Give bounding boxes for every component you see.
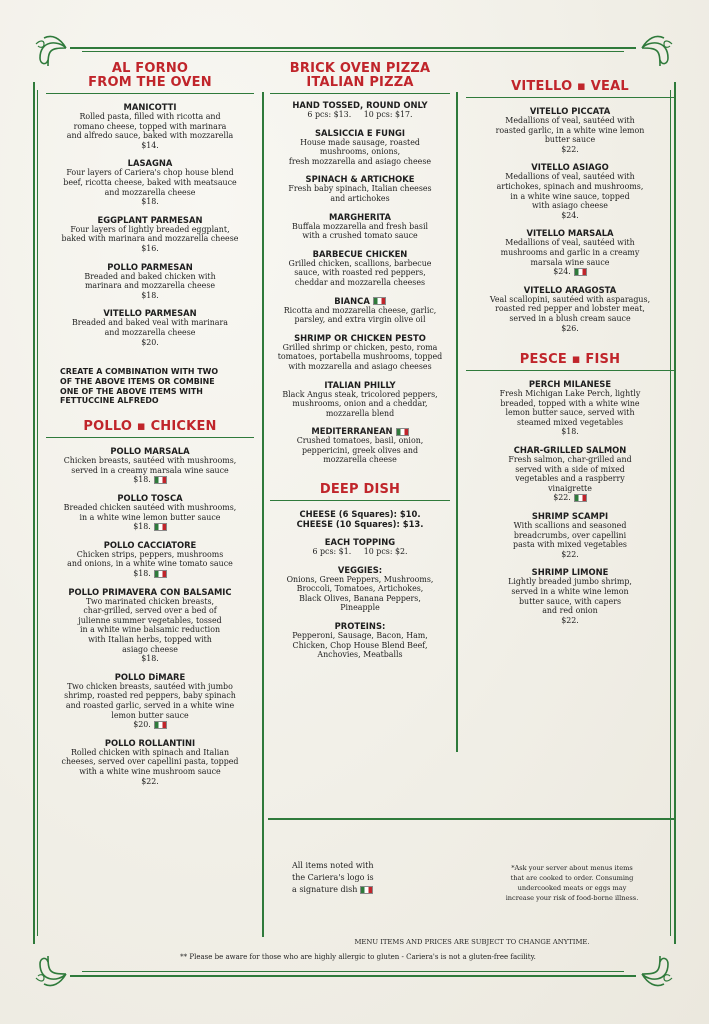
section-title-line: AL FORNO	[111, 61, 189, 76]
menu-item	[264, 426, 456, 465]
item-desc-line: steamed mixed vegetables	[516, 417, 623, 427]
combination-note	[40, 367, 260, 406]
vitello-items	[460, 106, 680, 333]
item-desc-line: marsala wine sauce	[530, 257, 610, 267]
italian-flag-logo-icon	[396, 428, 409, 436]
italian-flag-logo-icon	[154, 523, 167, 531]
menu-item	[460, 162, 680, 220]
item-desc-line: marinara and mozzarella cheese	[84, 281, 216, 291]
item-desc-line: vinaigrette	[548, 483, 592, 493]
item-name: POLLO PRIMAVERA CON BALSAMIC	[68, 586, 232, 597]
item-price: $22.	[561, 144, 579, 154]
advisory-line: undercooked meats or eggs may	[517, 884, 627, 892]
item-price: $18.	[133, 569, 151, 579]
advisory-line: increase your risk of food-borne illness.	[505, 894, 639, 902]
item-price-row	[40, 522, 260, 532]
item-desc-line: and alfredo sauce, baked with mozzarella	[66, 131, 234, 141]
item-desc-line: with Italian herbs, topped with	[88, 635, 212, 644]
item-desc-line: roasted garlic, in a white wine lemon	[495, 125, 645, 135]
item-desc-line: Crushed tomatoes, basil, onion,	[296, 436, 424, 446]
signature-line: the Cariera's logo is	[292, 873, 374, 882]
item-desc-line: breaded, topped with a white wine	[500, 398, 640, 408]
item-desc-line: Fresh Michigan Lake Perch, lightly	[499, 389, 641, 399]
item-name: SHRIMP SCAMPI	[531, 511, 609, 522]
menu-item	[40, 540, 260, 579]
section-rule	[466, 97, 674, 98]
item-desc-line: mozzarella cheese	[323, 455, 397, 465]
item-price-row	[460, 267, 680, 277]
item-desc-line: mushrooms and garlic in a creamy	[500, 247, 640, 257]
item-price-row	[460, 145, 680, 155]
item-desc-line: vegetables and a raspberry	[515, 474, 625, 484]
item-desc-line: with a crushed tomato sauce	[302, 231, 418, 241]
section-title-deep-dish: DEEP DISH	[319, 482, 401, 498]
item-name: BARBECUE CHICKEN	[312, 248, 408, 259]
menu-item	[40, 308, 260, 347]
section-rule	[46, 93, 254, 94]
section-title-line: BRICK OVEN PIZZA	[289, 61, 431, 76]
item-desc-line: baked with marinara and mozzarella cheese	[61, 234, 239, 244]
item-desc-line: cheeses, served over capellini pasta, topped	[61, 757, 239, 767]
cheese-10-squares: CHEESE (10 Squares): $13.	[296, 519, 424, 530]
item-desc-line: Two marinated chicken breasts,	[85, 596, 215, 606]
item-price: $18.	[141, 197, 159, 207]
section-title-pizza	[264, 62, 456, 90]
item-name: VITELLO ARAGOSTA	[523, 284, 617, 295]
item-desc-line: Black Angus steak, tricolored peppers,	[282, 389, 438, 399]
item-name: LASAGNA	[127, 158, 173, 169]
menu-item	[40, 215, 260, 254]
deep-dish-cheese	[264, 509, 456, 529]
item-desc-line: Four layers of lightly breaded eggplant,	[70, 224, 230, 234]
gluten-warning: ** Please be aware for those who are highly allergic to gluten - Cariera's is not a gluten-free facility.	[180, 953, 536, 961]
item-name: POLLO DiMARE	[114, 671, 186, 682]
item-desc-line: Fresh baby spinach, Italian cheeses	[288, 184, 432, 194]
footer-divider	[268, 818, 676, 820]
item-desc-line: with a white wine mushroom sauce	[79, 766, 221, 776]
italian-flag-logo-icon	[154, 570, 167, 578]
item-name: VEGGIES:	[337, 564, 383, 575]
item-price-row	[40, 291, 260, 301]
italian-flag-logo-icon	[154, 476, 167, 484]
item-price: $20.	[133, 720, 151, 730]
item-price-row	[40, 777, 260, 787]
item-price: $22.	[561, 549, 579, 559]
menu-item	[264, 212, 456, 241]
item-name: VITELLO PICCATA	[529, 106, 611, 116]
item-price-row	[40, 244, 260, 254]
item-price-row	[460, 211, 680, 221]
item-desc-line: asiago cheese	[122, 644, 178, 654]
item-desc-line: mushrooms, onion and a cheddar,	[292, 399, 428, 409]
menu-item	[40, 493, 260, 532]
item-desc-line: cheddar and mozzarella cheeses	[294, 277, 426, 287]
item-desc-line: Black Olives, Banana Peppers,	[299, 593, 421, 603]
item-name: ITALIAN PHILLY	[324, 379, 396, 390]
item-price: $18.	[133, 522, 151, 532]
item-desc-line: Fresh salmon, char-grilled and	[508, 455, 632, 465]
item-desc-line: shrimp, roasted red peppers, baby spinach	[64, 691, 236, 701]
menu-item-hand-tossed	[264, 100, 456, 120]
menu-item	[40, 158, 260, 206]
item-desc-line: parsley, and extra virgin olive oil	[294, 315, 426, 325]
frame-bottom-line	[70, 975, 636, 977]
item-desc-line: Chicken strips, peppers, mushrooms	[76, 549, 224, 559]
item-price: $14.	[141, 140, 159, 150]
item-desc-line: and mozzarella cheese	[104, 187, 196, 197]
italian-flag-logo-icon	[574, 494, 587, 502]
item-desc-line: Rolled chicken with spinach and Italian	[70, 747, 230, 757]
frame-bottom-line-inner	[82, 971, 624, 972]
menu-item	[264, 128, 456, 167]
pizza-items	[264, 128, 456, 465]
item-price: $24.	[553, 267, 571, 277]
cheese-6-squares: CHEESE (6 Squares): $10.	[299, 509, 421, 520]
item-desc-line: and mozzarella cheese	[104, 327, 196, 337]
item-name: POLLO MARSALA	[110, 446, 190, 457]
menu-item	[264, 174, 456, 203]
item-desc-line: Ricotta and mozzarella cheese, garlic,	[283, 305, 437, 315]
italian-flag-logo-icon	[373, 297, 386, 305]
menu-item	[40, 446, 260, 485]
pollo-items	[40, 446, 260, 786]
section-title-line: FROM THE OVEN	[88, 75, 212, 90]
item-desc-line: Chicken, Chop House Blend Beef,	[292, 640, 428, 650]
section-rule	[46, 437, 254, 438]
menu-item	[460, 445, 680, 503]
item-desc-line: butter sauce	[544, 135, 596, 145]
frame-left-line-inner	[37, 90, 38, 936]
frame-top-line	[70, 47, 636, 49]
item-desc-line: breadcrumbs, over capellini	[513, 530, 627, 540]
frame-left-line	[33, 82, 35, 944]
column-divider-right	[456, 92, 458, 752]
item-name: SHRIMP OR CHICKEN PESTO	[294, 332, 426, 343]
combo-line: FETTUCCINE ALFREDO	[60, 396, 159, 406]
section-rule	[466, 370, 674, 371]
item-desc-line: butter sauce, with capers	[518, 596, 622, 606]
combo-line: OF THE ABOVE ITEMS OR COMBINE	[60, 376, 215, 386]
item-desc-line: Breaded chicken sautéed with mushrooms,	[63, 503, 237, 513]
signature-line-wrap	[292, 884, 402, 896]
item-desc-line: lemon butter sauce	[111, 710, 189, 720]
food-safety-advisory	[472, 863, 672, 903]
item-name: EACH TOPPING	[324, 537, 396, 548]
item-price-row	[40, 569, 260, 579]
section-rule	[270, 500, 450, 501]
item-desc-line: With scallions and seasoned	[513, 521, 627, 531]
deep-dish-topping	[264, 537, 456, 557]
item-price: $18.	[133, 475, 151, 485]
menu-item	[460, 379, 680, 437]
menu-item	[264, 380, 456, 419]
item-name: EGGPLANT PARMESAN	[97, 214, 203, 225]
item-price-row	[40, 654, 260, 664]
item-desc-line: in a white wine balsamic reduction	[79, 625, 221, 635]
menu-item	[460, 228, 680, 276]
item-name: POLLO ROLLANTINI	[104, 737, 196, 748]
item-name: MARGHERITA	[329, 211, 391, 222]
item-desc-line: served in a creamy marsala wine sauce	[71, 465, 229, 475]
item-name: POLLO TOSCA	[117, 493, 183, 504]
item-price: $18.	[561, 427, 579, 437]
item-desc-line: roasted red pepper and lobster meat,	[495, 304, 645, 314]
item-desc-line: Four layers of Cariera's chop house blend	[66, 168, 234, 178]
item-price: $22.	[141, 776, 159, 786]
item-desc-line: fresh mozzarella and asiago cheese	[288, 156, 432, 166]
menu-item	[460, 106, 680, 154]
item-desc-line: served with a side of mixed	[515, 464, 625, 474]
item-desc-line: char-grilled, served over a bed of	[83, 606, 217, 616]
menu-item	[264, 296, 456, 325]
pesce-items	[460, 379, 680, 625]
column-al-forno-pollo	[40, 62, 260, 786]
advisory-line: that are cooked to order. Consuming	[510, 874, 634, 882]
item-name: HAND TOSSED, ROUND ONLY	[292, 100, 428, 110]
item-desc-line: Grilled chicken, scallions, barbecue	[288, 258, 432, 268]
item-desc-line: Veal scallopini, sautéed with asparagus,	[489, 294, 651, 304]
menu-item	[40, 587, 260, 664]
item-desc-line: tomatoes, portabella mushrooms, topped	[277, 352, 443, 362]
item-desc-line: Medallions of veal, sautéed with	[505, 116, 635, 125]
item-desc-line: artichokes, spinach and mushrooms,	[496, 181, 644, 191]
item-desc-line: with asiago cheese	[532, 201, 608, 211]
item-name: POLLO CACCIATORE	[103, 539, 197, 550]
item-price-row	[460, 324, 680, 334]
item-price: $22.	[561, 615, 579, 625]
menu-item	[40, 672, 260, 730]
italian-flag-logo-icon	[154, 721, 167, 729]
item-prices: 6 pcs: $1. 10 pcs: $2.	[312, 547, 408, 557]
item-desc-line: sauce, with roasted red peppers,	[294, 268, 426, 278]
section-title-line: ITALIAN PIZZA	[306, 75, 414, 90]
item-desc-line: Pepperoni, Sausage, Bacon, Ham,	[292, 631, 428, 641]
item-desc-line: Anchovies, Meatballs	[317, 650, 403, 660]
item-desc-line: peppericini, greek olives and	[301, 445, 419, 455]
item-desc-line: romano cheese, topped with marinara	[73, 121, 227, 131]
item-name: SHRIMP LIMONE	[531, 567, 609, 578]
item-desc-line: Medallions of veal, sautéed with	[505, 238, 635, 248]
item-desc-line: Onions, Green Peppers, Mushrooms,	[286, 574, 434, 584]
column-pizza	[264, 62, 456, 660]
item-desc-line: julienne summer vegetables, tossed	[78, 615, 222, 625]
item-price-row	[460, 616, 680, 626]
item-desc-line: Two chicken breasts, sautéed with jumbo	[67, 681, 233, 691]
menu-item	[460, 285, 680, 333]
item-desc-line: Breaded and baked veal with marinara	[72, 318, 228, 328]
item-name: POLLO PARMESAN	[107, 261, 193, 272]
menu-item	[40, 102, 260, 150]
item-desc-line: and onions, in a white wine tomato sauce	[67, 559, 233, 569]
deep-dish-veggies	[264, 565, 456, 613]
item-name: MANICOTTI	[123, 102, 177, 112]
section-title-al-forno	[40, 62, 260, 90]
item-desc-line: pasta with mixed vegetables	[513, 540, 627, 550]
item-price: $18.	[141, 290, 159, 300]
item-desc-line: Breaded and baked chicken with	[84, 271, 216, 281]
item-price-row	[40, 197, 260, 207]
menu-item	[264, 333, 456, 372]
item-desc-line: Chicken breasts, sautéed with mushrooms,	[63, 456, 237, 466]
item-desc-row	[264, 315, 456, 325]
item-price: $16.	[141, 243, 159, 253]
item-desc-line: in a white wine lemon butter sauce	[79, 512, 221, 522]
item-price-row	[460, 493, 680, 503]
advisory-line: *Ask your server about menus items	[511, 864, 633, 872]
signature-dish-note	[292, 860, 402, 896]
menu-item	[460, 511, 680, 559]
item-name: VITELLO MARSALA	[526, 228, 614, 239]
al-forno-items	[40, 102, 260, 347]
item-desc-line: Lightly breaded jumbo shrimp,	[508, 577, 632, 587]
item-price: $18.	[141, 654, 159, 664]
italian-flag-logo-icon	[574, 268, 587, 276]
price-change-note: MENU ITEMS AND PRICES ARE SUBJECT TO CHANGE ANYTIME.	[354, 938, 590, 946]
item-price-row	[40, 475, 260, 485]
item-price: $26.	[561, 323, 579, 333]
item-name: SPINACH & ARTICHOKE	[305, 174, 415, 185]
signature-line: a signature dish	[292, 885, 358, 894]
item-price: $24.	[561, 210, 579, 220]
item-name: PROTEINS:	[334, 621, 386, 632]
item-desc-line: and roasted garlic, served in a white wine	[65, 700, 235, 710]
item-price-row	[40, 338, 260, 348]
section-title-pesce: PESCE ▪ FISH	[519, 352, 621, 368]
corner-ornament-top-right-icon	[638, 30, 678, 70]
item-desc-line: mushrooms, onions,	[319, 147, 401, 157]
item-desc-line: Pineapple	[340, 603, 380, 613]
combo-line: ONE OF THE ABOVE ITEMS WITH	[60, 386, 203, 396]
item-name: PERCH MILANESE	[528, 379, 612, 390]
italian-flag-logo-icon	[360, 886, 373, 894]
item-desc-line: Rolled pasta, filled with ricotta and	[79, 112, 221, 121]
item-name: VITELLO PARMESAN	[103, 308, 197, 319]
deep-dish-proteins	[264, 621, 456, 660]
item-desc-line: mozzarella blend	[325, 408, 395, 418]
item-desc-line: House made sausage, roasted	[300, 137, 420, 147]
item-name: SALSICCIA E FUNGI	[315, 127, 405, 138]
item-price: $20.	[141, 337, 159, 347]
menu-item	[460, 567, 680, 625]
item-desc-line: Broccoli, Tomatoes, Artichokes,	[296, 584, 424, 594]
item-desc-line: Grilled shrimp or chicken, pesto, roma	[282, 342, 438, 352]
column-vitello-pesce	[460, 80, 680, 625]
item-desc-line: in a white wine sauce, topped	[510, 191, 630, 201]
section-title-pollo: POLLO ▪ CHICKEN	[83, 419, 217, 435]
item-name: MEDITERRANEAN	[264, 426, 456, 436]
item-desc-line: served in a blush cream sauce	[509, 313, 631, 323]
item-price: $22.	[553, 493, 571, 503]
menu-item	[40, 738, 260, 786]
item-name: BIANCA	[264, 296, 456, 306]
item-price-row	[460, 550, 680, 560]
item-desc-line: with mozzarella and asiago cheeses	[288, 361, 432, 371]
item-desc-line: and artichokes	[330, 193, 390, 203]
menu-item	[264, 249, 456, 288]
item-desc-line: and red onion	[542, 606, 598, 616]
signature-line: All items noted with	[292, 861, 374, 870]
item-prices: 6 pcs: $13. 10 pcs: $17.	[307, 110, 413, 119]
combo-line: CREATE A COMBINATION WITH TWO	[60, 367, 219, 377]
item-desc-line: Buffala mozzarella and fresh basil	[291, 221, 429, 231]
item-desc-line: lemon butter sauce, served with	[505, 408, 635, 418]
item-price-row	[40, 141, 260, 151]
item-name: VITELLO ASIAGO	[531, 162, 609, 173]
item-desc-line: served in a white wine lemon	[511, 587, 629, 596]
item-name: CHAR-GRILLED SALMON	[513, 445, 627, 456]
item-price-row	[40, 720, 260, 730]
frame-top-line-inner	[82, 51, 624, 52]
menu-item	[40, 262, 260, 301]
item-desc-line: beef, ricotta cheese, baked with meatsauce	[63, 177, 237, 187]
item-desc-row	[264, 455, 456, 465]
section-title-vitello: VITELLO ▪ VEAL	[511, 79, 629, 94]
section-rule	[270, 93, 450, 94]
item-price-row	[460, 427, 680, 437]
item-desc-line: Medallions of veal, sautéed with	[505, 172, 635, 182]
